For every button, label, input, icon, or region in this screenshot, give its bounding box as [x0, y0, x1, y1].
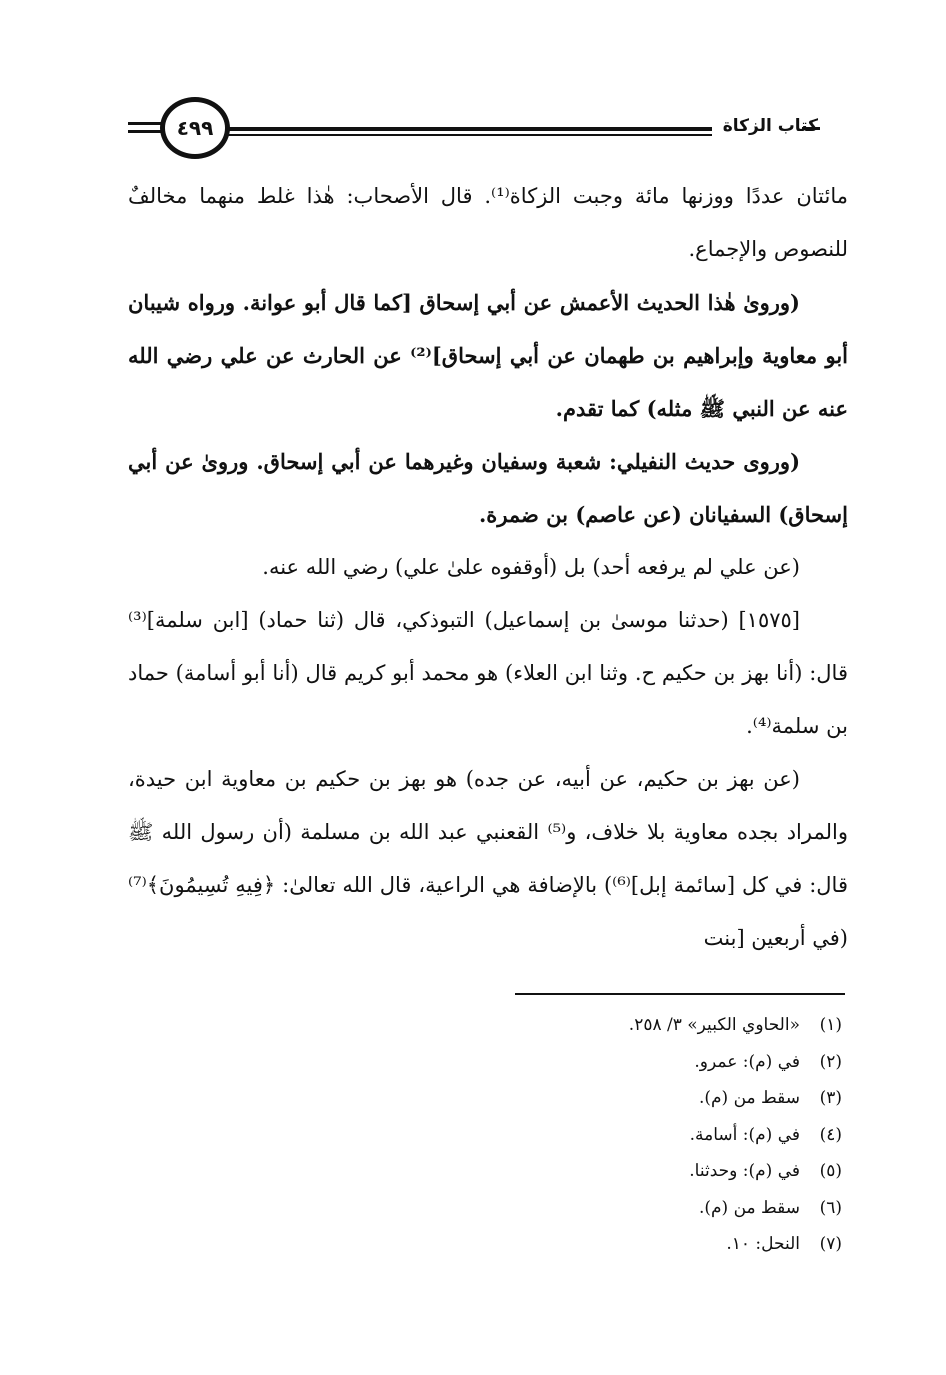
- footnote-number: (٢): [819, 1051, 842, 1072]
- footnote-text: في (م): أسامة.: [689, 1124, 800, 1145]
- footnote-text: سقط من (م).: [698, 1197, 800, 1218]
- running-title: كتاب الزكاة: [722, 116, 818, 136]
- footnote-text: «الحاوي الكبير» ٣/ ٢٥٨.: [628, 1015, 800, 1035]
- footnote-item: [482, 1226, 842, 1263]
- footnote-text: سقط من (م).: [698, 1088, 800, 1108]
- footnotes: [482, 1007, 842, 1263]
- footnote-text: في (م): عمرو.: [694, 1051, 800, 1072]
- footnote-text: في (م): وحدثنا.: [689, 1161, 800, 1181]
- footnote-divider: [515, 993, 845, 995]
- header-rule-left-top: [128, 122, 163, 125]
- footnote-number: (٤): [819, 1124, 842, 1145]
- footnote-number: (٥): [819, 1161, 842, 1181]
- page-number-badge: [160, 97, 230, 159]
- page-number: ٤٩٩: [176, 116, 214, 140]
- footnote-item: [482, 1117, 842, 1154]
- footnote-number: (١): [819, 1015, 842, 1035]
- footnote-text: النحل: ١٠.: [726, 1234, 800, 1254]
- footnote-number: (٦): [819, 1197, 842, 1218]
- main-text: [128, 170, 848, 965]
- header-rule-left-bottom: [128, 130, 163, 133]
- header-rule-thin: [226, 134, 712, 136]
- footnote-item: [482, 1044, 842, 1081]
- footnote-item: [482, 1190, 842, 1227]
- footnote-item: [482, 1007, 842, 1044]
- paragraph-4: (عن علي لم يرفعه أحد) بل (أوقفوه علىٰ علي) رضي الله عنه.: [262, 555, 800, 579]
- header-rule-thick: [226, 127, 712, 131]
- paragraph-2: (ورویٰ هٰذا الحديث الأعمش عن أبي إسحاق [كما قال أبو عوانة. ورواه شيبان أبو معاوية وإبراهيم بن طهمان عن أبي إسحاق]⁽²⁾ عن الحارث عن علي رضي الله عنه عن النبي ﷺ مثله) كما تقدم.: [128, 290, 848, 421]
- paragraph-1: مائتان عددًا ووزنها مائة وجبت الزكاة⁽¹⁾. قال الأصحاب: هٰذا غلط منهما مخالفٌ للنصوص والإجماع.: [128, 184, 848, 261]
- footnote-item: [482, 1080, 842, 1117]
- footnote-number: (٧): [819, 1234, 842, 1254]
- footnote-number: (٣): [819, 1088, 842, 1108]
- paragraph-3: (وروى حديث النفيلي: شعبة وسفيان وغيرهما عن أبي إسحاق. ورویٰ عن أبي إسحاق) السفيانان (عن عاصم) بن ضمرة.: [128, 449, 848, 527]
- footnote-item: [482, 1153, 842, 1190]
- paragraph-6: (عن بهز بن حكيم، عن أبيه، عن جده) هو بهز بن حكيم بن معاوية ابن حيدة، والمراد بجده معاوية بلا خلاف، و⁽⁵⁾ القعنبي عبد الله بن مسلمة (أن رسول الله ﷺ قال: في كل [سائمة إبل]⁽⁶⁾) بالإضافة هي الراعية، قال الله تعالىٰ: ﴿فِيهِ تُسِيمُونَ﴾⁽⁷⁾ (في أربعين [بنت: [128, 767, 848, 950]
- paragraph-5: [١٥٧٥] (حدثنا موسىٰ بن إسماعيل) التبوذكي، قال (ثنا حماد) [ابن سلمة]⁽³⁾ قال: (أنا بهز بن حكيم ح. وثنا ابن العلاء) هو محمد أبو كريم قال (أنا أبو أسامة) حماد بن سلمة⁽⁴⁾.: [128, 608, 848, 738]
